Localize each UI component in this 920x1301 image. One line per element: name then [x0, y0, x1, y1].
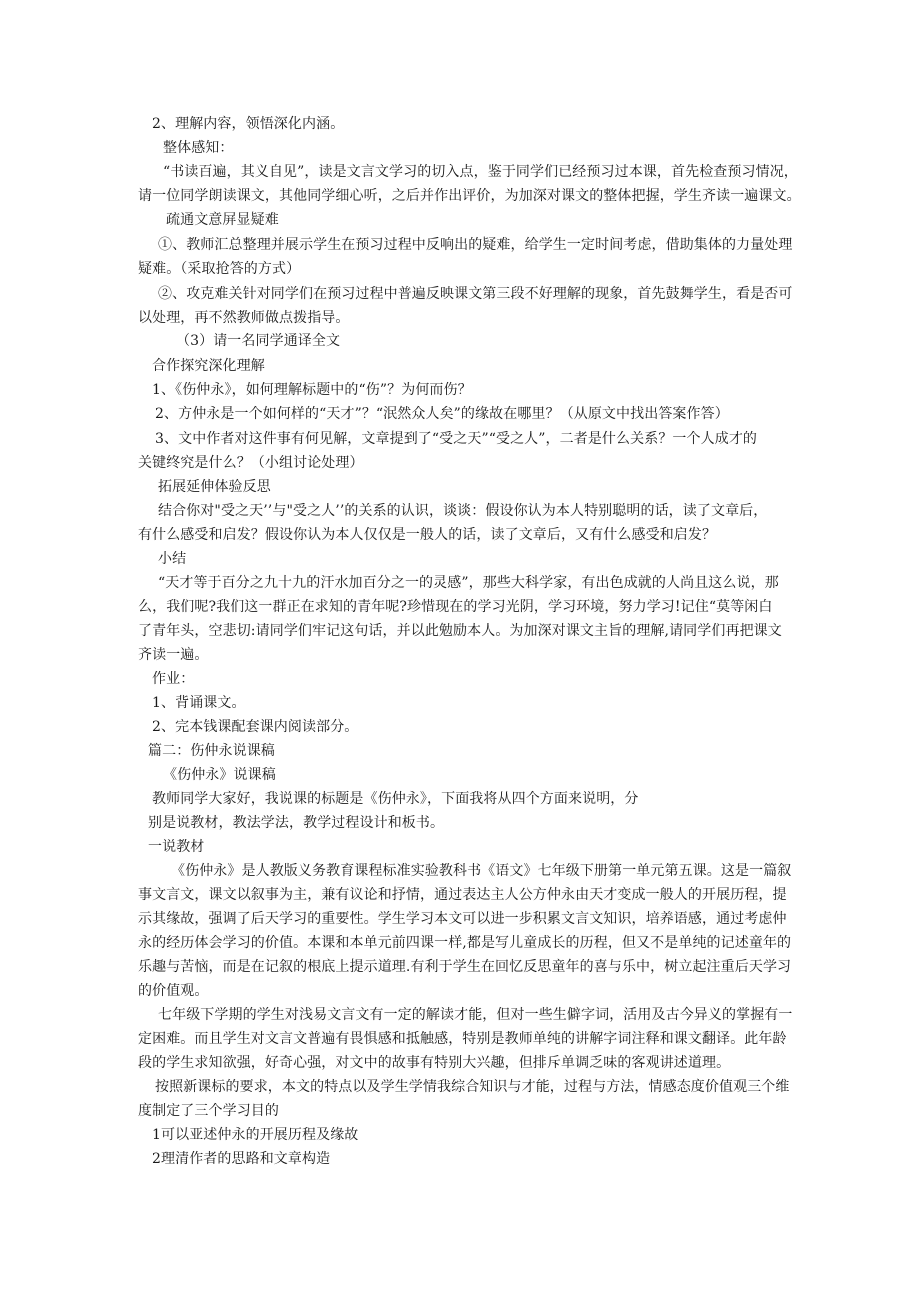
text-line: 拓展延伸体验反思 [158, 479, 271, 495]
text-line: 了青年头，空悲切:请同学们牢记这句话，并以此勉励本人。为加深对课文主旨的理解,请同学们再把课文 [138, 623, 782, 639]
text-line: 关键终究是什么？（小组讨论处理） [138, 455, 364, 471]
text-line: 2、完本钱课配套课内阅读部分。 [152, 719, 359, 735]
text-line: 按照新课标的要求，本文的特点以及学生学情我综合知识与才能，过程与方法，情感态度价值观三个维 [155, 1079, 790, 1095]
text-line: “书读百遍，其义自见”，读是文言文学习的切入点，鉴于同学们已经预习过本课，首先检查预习情况， [163, 164, 798, 180]
text-line: ①、教师汇总整理并展示学生在预习过程中反响出的疑难，给学生一定时间考虑，借助集体的力量处理 [158, 237, 793, 253]
text-line: 3、文中作者对这件事有何见解，文章提到了“受之天”“受之人”，二者是什么关系？一个人成才的 [155, 431, 758, 447]
text-line: 别是说教材，教法学法，教学过程设计和板书。 [148, 815, 445, 831]
text-line: 有什么感受和启发？假设你认为本人仅仅是一般人的话，读了文章后，又有什么感受和启发？ [138, 527, 717, 543]
text-line: 度制定了三个学习目的 [138, 1103, 279, 1119]
text-line: 2、理解内容，领悟深化内涵。 [152, 116, 345, 132]
text-line: 疑难。（采取抢答的方式） [138, 261, 301, 277]
text-line: 乐趣与苦恼，而是在记叙的根底上提示道理.有利于学生在回忆反思童年的喜与乐中，树立起注重后天学习 [138, 959, 792, 975]
text-line: 1可以亚述仲永的开展历程及缘故 [152, 1127, 359, 1143]
text-line: 1、背诵课文。 [152, 695, 246, 711]
text-line: 合作探究深化理解 [152, 358, 265, 374]
text-line: 结合你对"受之天’’与"受之人’’的关系的认识，谈谈：假设你认为本人特别聪明的话，读了文章后， [158, 503, 768, 519]
text-line: 教师同学大家好，我说课的标题是《伤仲永》，下面我将从四个方面来说明，分 [152, 791, 639, 807]
text-line: （3）请一名同学通译全文 [176, 333, 341, 349]
text-line: 疏通文意屏显疑难 [166, 212, 279, 228]
text-line: 事文言文，课文以叙事为主，兼有议论和抒情，通过表达主人公方仲永由天才变成一般人的开展历程，提 [138, 887, 787, 903]
text-line: 小结 [158, 551, 187, 567]
text-line: 篇二：伤仲永说课稿 [148, 743, 275, 759]
text-line: 1、《伤仲永》，如何理解标题中的“伤”？为何而伤？ [152, 382, 472, 398]
text-line: 永的经历体会学习的价值。本课和本单元前四课一样,都是写儿童成长的历程，但又不是单纯的记述童年的 [138, 935, 792, 951]
text-line: 示其缘故，强调了后天学习的重要性。学生学习本文可以进一步积累文言文知识，培养语感，通过考虑仲 [138, 911, 787, 927]
text-line: 七年级下学期的学生对浅易文言文有一定的解读才能，但对一些生僻字词，活用及古今异义的掌握有一 [158, 1007, 793, 1023]
text-line: 《伤仲永》说课稿 [163, 767, 276, 783]
text-line: 么，我们呢?我们这一群正在求知的青年呢?珍惜现在的学习光阴，学习环境，努力学习!记住“莫等闲白 [138, 599, 773, 615]
text-line: 以处理，再不然教师做点拨指导。 [138, 310, 350, 326]
text-line: 《伤仲永》是人教版义务教育课程标准实验教科书《语文》七年级下册第一单元第五课。这是一篇叙 [171, 863, 792, 879]
text-line: 定困难。而且学生对文言文普遍有畏惧感和抵触感，特别是教师单纯的讲解字词注释和课文翻译。此年龄 [138, 1031, 787, 1047]
text-line: 作业： [152, 671, 195, 687]
text-line: 2、方仲永是一个如何样的“天才”？“泯然众人矣”的缘故在哪里？（从原文中找出答案作答） [155, 406, 729, 422]
text-line: 段的学生求知欲强，好奇心强，对文中的故事有特别大兴趣，但排斥单调乏味的客观讲述道理。 [138, 1055, 731, 1071]
text-line: “天才等于百分之九十九的汗水加百分之一的灵感”，那些大科学家，有出色成就的人尚且这么说，那 [158, 575, 779, 591]
text-line: 一说教材 [148, 839, 205, 855]
text-line: 整体感知： [163, 140, 234, 156]
text-line: 的价值观。 [138, 983, 209, 999]
text-line: ②、攻克难关针对同学们在预习过程中普遍反映课文第三段不好理解的现象，首先鼓舞学生，看是否可 [158, 286, 793, 302]
text-line: 2理清作者的思路和文章构造 [152, 1151, 331, 1167]
text-line: 齐读一遍。 [138, 647, 209, 663]
text-line: 请一位同学朗读课文，其他同学细心听，之后并作出评价，为加深对课文的整体把握，学生齐读一遍课文。 [138, 188, 801, 204]
